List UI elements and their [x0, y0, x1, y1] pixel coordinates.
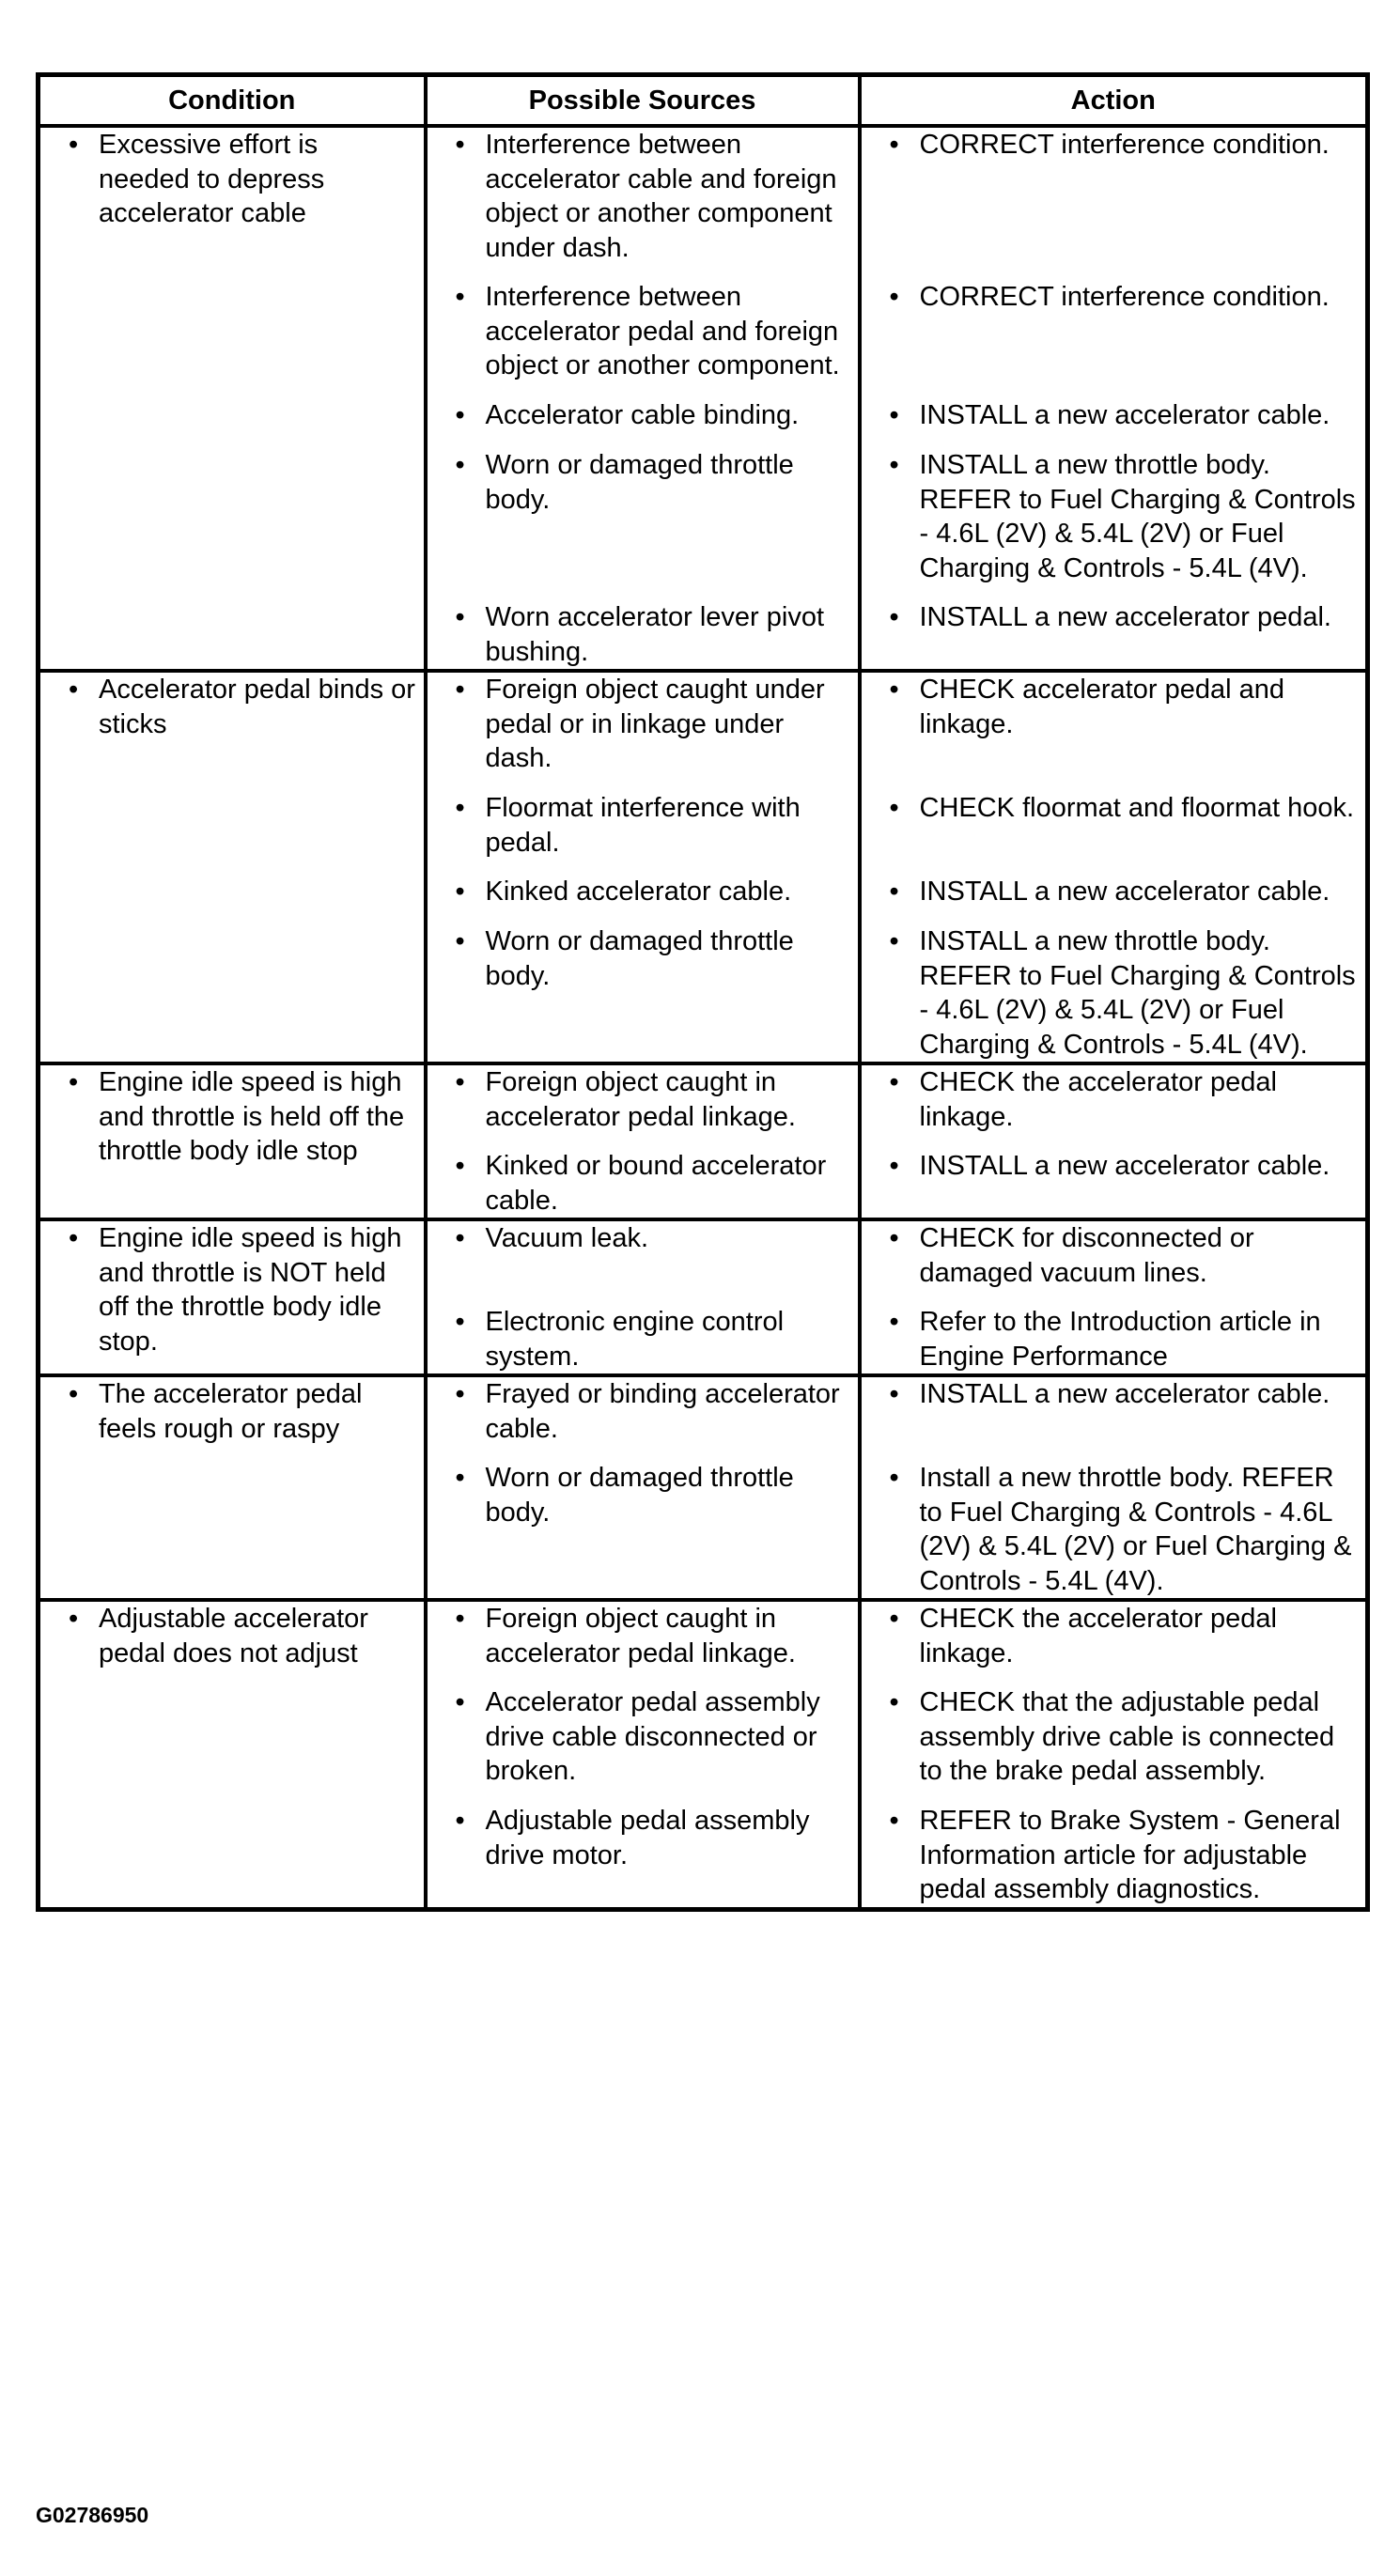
actions-cell — [860, 1375, 1368, 1600]
action-item: • INSTALL a new accelerator pedal. — [862, 600, 1366, 669]
source-item: • Floormat interference with pedal. — [428, 791, 858, 860]
condition-text: • Engine idle speed is high and throttle is held off the throttle body idle stop — [40, 1065, 424, 1169]
source-item: • Worn accelerator lever pivot bushing. — [428, 600, 858, 669]
actions-cell — [860, 1219, 1368, 1375]
action-item: • CORRECT interference condition. — [862, 128, 1366, 265]
action-item: • INSTALL a new accelerator cable. — [862, 875, 1366, 909]
table-row — [39, 1375, 1368, 1600]
source-item: • Worn or damaged throttle body. — [428, 1461, 858, 1598]
action-item: • INSTALL a new accelerator cable. — [862, 1149, 1366, 1218]
source-item: • Vacuum leak. — [428, 1221, 858, 1290]
table-body — [39, 126, 1368, 1910]
action-item: • INSTALL a new accelerator cable. — [862, 398, 1366, 433]
source-item: • Accelerator pedal assembly drive cable disconnected or broken. — [428, 1685, 858, 1789]
source-item: • Interference between accelerator pedal and foreign object or another component. — [428, 280, 858, 383]
sources-cell — [426, 1375, 860, 1600]
actions-cell — [860, 1600, 1368, 1910]
diagnosis-table — [36, 72, 1370, 1912]
action-item: • CHECK floormat and floormat hook. — [862, 791, 1366, 860]
source-item: • Kinked accelerator cable. — [428, 875, 858, 909]
action-item: • CHECK that the adjustable pedal assembly drive cable is connected to the brake pedal assembly. — [862, 1685, 1366, 1789]
source-item: • Interference between accelerator cable and foreign object or another component under dash. — [428, 128, 858, 265]
source-item: • Worn or damaged throttle body. — [428, 448, 858, 585]
sources-cell — [426, 126, 860, 671]
source-item: • Kinked or bound accelerator cable. — [428, 1149, 858, 1218]
condition-cell — [39, 1063, 426, 1219]
actions-cell — [860, 671, 1368, 1063]
table-row — [39, 1063, 1368, 1219]
condition-cell — [39, 1600, 426, 1910]
source-item: • Accelerator cable binding. — [428, 398, 858, 433]
condition-cell — [39, 671, 426, 1063]
action-item: • REFER to Brake System - General Information article for adjustable pedal assembly diagnostics. — [862, 1804, 1366, 1907]
table-row — [39, 1600, 1368, 1910]
column-header-action: Action — [860, 75, 1368, 127]
actions-cell — [860, 1063, 1368, 1219]
figure-id: G02786950 — [36, 2503, 149, 2527]
table-row — [39, 1219, 1368, 1375]
sources-cell — [426, 671, 860, 1063]
condition-cell — [39, 1219, 426, 1375]
source-item: • Electronic engine control system. — [428, 1305, 858, 1373]
condition-text: • Engine idle speed is high and throttle is NOT held off the throttle body idle stop. — [40, 1221, 424, 1358]
table-row — [39, 671, 1368, 1063]
condition-text: • The accelerator pedal feels rough or raspy — [40, 1377, 424, 1446]
condition-text: • Excessive effort is needed to depress accelerator cable — [40, 128, 424, 231]
action-item: • CHECK the accelerator pedal linkage. — [862, 1602, 1366, 1670]
condition-cell — [39, 1375, 426, 1600]
source-item: • Foreign object caught in accelerator pedal linkage. — [428, 1065, 858, 1134]
condition-text: • Accelerator pedal binds or sticks — [40, 673, 424, 741]
condition-cell — [39, 126, 426, 671]
actions-cell — [860, 126, 1368, 671]
action-item: • CORRECT interference condition. — [862, 280, 1366, 383]
action-item: • CHECK for disconnected or damaged vacuum lines. — [862, 1221, 1366, 1290]
header-row — [39, 75, 1368, 127]
action-item: • CHECK the accelerator pedal linkage. — [862, 1065, 1366, 1134]
sources-cell — [426, 1600, 860, 1910]
sources-cell — [426, 1219, 860, 1375]
action-item: • Install a new throttle body. REFER to Fuel Charging & Controls - 4.6L (2V) & 5.4L (2V) or Fuel Charging & Controls - 5.4L (4V). — [862, 1461, 1366, 1598]
table-row — [39, 126, 1368, 671]
sources-cell — [426, 1063, 860, 1219]
source-item: • Worn or damaged throttle body. — [428, 924, 858, 1062]
action-item: • INSTALL a new throttle body. REFER to Fuel Charging & Controls - 4.6L (2V) & 5.4L (2V) or Fuel Charging & Controls - 5.4L (4V). — [862, 924, 1366, 1062]
action-item: • INSTALL a new throttle body. REFER to Fuel Charging & Controls - 4.6L (2V) & 5.4L (2V) or Fuel Charging & Controls - 5.4L (4V). — [862, 448, 1366, 585]
source-item: • Adjustable pedal assembly drive motor. — [428, 1804, 858, 1907]
column-header-condition: Condition — [39, 75, 426, 127]
condition-text: • Adjustable accelerator pedal does not adjust — [40, 1602, 424, 1670]
table-header — [39, 75, 1368, 127]
action-item: • CHECK accelerator pedal and linkage. — [862, 673, 1366, 776]
source-item: • Foreign object caught in accelerator pedal linkage. — [428, 1602, 858, 1670]
column-header-possible-sources: Possible Sources — [426, 75, 860, 127]
source-item: • Frayed or binding accelerator cable. — [428, 1377, 858, 1446]
source-item: • Foreign object caught under pedal or in linkage under dash. — [428, 673, 858, 776]
action-item: • INSTALL a new accelerator cable. — [862, 1377, 1366, 1446]
action-item: • Refer to the Introduction article in Engine Performance — [862, 1305, 1366, 1373]
